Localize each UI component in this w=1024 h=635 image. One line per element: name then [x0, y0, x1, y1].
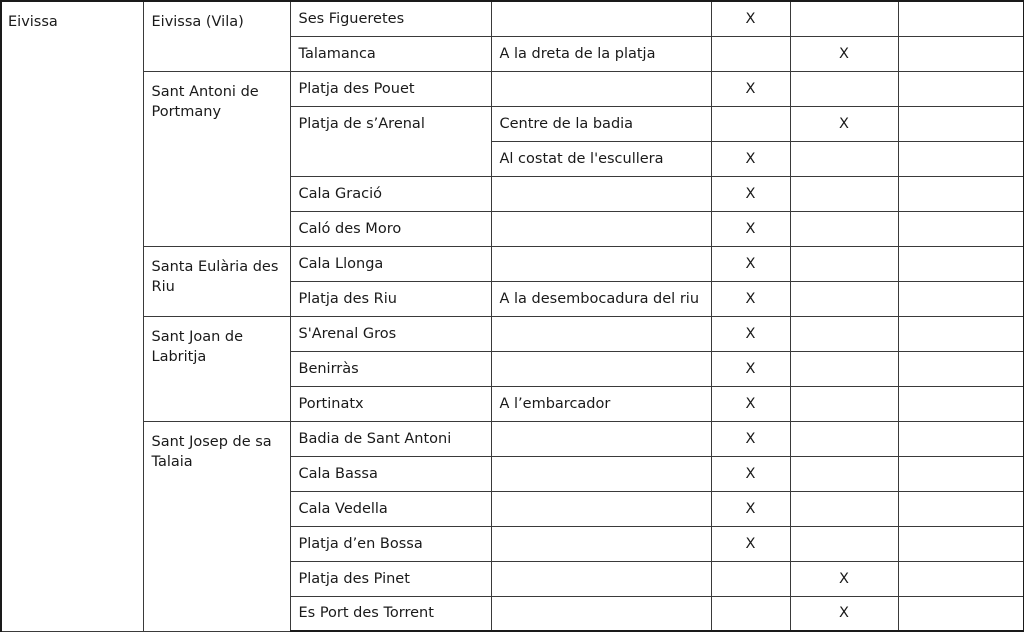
mark-cell-col-b	[790, 141, 898, 176]
beach-name-cell: Badia de Sant Antoni	[290, 421, 491, 456]
table-row	[1, 421, 1024, 456]
table-row	[1, 246, 1024, 281]
mark-cell-col-a: X	[711, 351, 790, 386]
mark-cell-col-c	[898, 351, 1024, 386]
beach-name-cell: Platja de s’Arenal	[290, 106, 491, 176]
mark-cell-col-a: X	[711, 526, 790, 561]
mark-cell-col-c	[898, 596, 1024, 631]
table-row	[1, 316, 1024, 351]
mark-cell-col-c	[898, 526, 1024, 561]
mark-cell-col-c	[898, 281, 1024, 316]
mark-cell-col-a: X	[711, 211, 790, 246]
mark-cell-col-a	[711, 106, 790, 141]
mark-cell-col-c	[898, 456, 1024, 491]
mark-cell-col-c	[898, 1, 1024, 36]
location-cell: Al costat de l'escullera	[491, 141, 711, 176]
beach-name-cell: S'Arenal Gros	[290, 316, 491, 351]
beach-name-cell: Cala Gració	[290, 176, 491, 211]
mark-cell-col-c	[898, 316, 1024, 351]
mark-cell-col-c	[898, 36, 1024, 71]
mark-cell-col-a: X	[711, 71, 790, 106]
location-cell	[491, 1, 711, 36]
mark-cell-col-a: X	[711, 141, 790, 176]
mark-cell-col-c	[898, 106, 1024, 141]
location-cell: A la desembocadura del riu	[491, 281, 711, 316]
beach-name-cell: Talamanca	[290, 36, 491, 71]
beach-table-body	[1, 1, 1024, 631]
location-cell	[491, 351, 711, 386]
location-cell	[491, 596, 711, 631]
beach-name-cell: Cala Vedella	[290, 491, 491, 526]
mark-cell-col-a: X	[711, 386, 790, 421]
beach-name-cell: Platja des Pinet	[290, 561, 491, 596]
mark-cell-col-b	[790, 491, 898, 526]
mark-cell-col-b	[790, 71, 898, 106]
location-cell	[491, 491, 711, 526]
mark-cell-col-b: X	[790, 596, 898, 631]
mark-cell-col-b	[790, 351, 898, 386]
location-cell: Centre de la badia	[491, 106, 711, 141]
mark-cell-col-a	[711, 36, 790, 71]
mark-cell-col-b: X	[790, 36, 898, 71]
table-row	[1, 71, 1024, 106]
municipality-cell: Sant Joan de Labritja	[143, 316, 290, 421]
beach-name-cell: Cala Bassa	[290, 456, 491, 491]
island-cell: Eivissa	[1, 1, 143, 631]
beach-name-cell: Platja d’en Bossa	[290, 526, 491, 561]
municipality-cell: Eivissa (Vila)	[143, 1, 290, 71]
location-cell: A l’embarcador	[491, 386, 711, 421]
location-cell	[491, 176, 711, 211]
beach-name-cell: Es Port des Torrent	[290, 596, 491, 631]
mark-cell-col-a: X	[711, 1, 790, 36]
mark-cell-col-a: X	[711, 176, 790, 211]
mark-cell-col-c	[898, 491, 1024, 526]
mark-cell-col-c	[898, 71, 1024, 106]
beach-name-cell: Platja des Pouet	[290, 71, 491, 106]
mark-cell-col-c	[898, 421, 1024, 456]
mark-cell-col-a: X	[711, 491, 790, 526]
beach-name-cell: Benirràs	[290, 351, 491, 386]
mark-cell-col-a: X	[711, 456, 790, 491]
mark-cell-col-c	[898, 561, 1024, 596]
mark-cell-col-b	[790, 456, 898, 491]
beach-name-cell: Platja des Riu	[290, 281, 491, 316]
location-cell	[491, 561, 711, 596]
location-cell	[491, 71, 711, 106]
mark-cell-col-c	[898, 211, 1024, 246]
mark-cell-col-b	[790, 1, 898, 36]
mark-cell-col-b: X	[790, 561, 898, 596]
municipality-cell: Santa Eulària des Riu	[143, 246, 290, 316]
mark-cell-col-a: X	[711, 316, 790, 351]
beach-name-cell: Ses Figueretes	[290, 1, 491, 36]
location-cell	[491, 526, 711, 561]
mark-cell-col-b	[790, 176, 898, 211]
location-cell	[491, 211, 711, 246]
mark-cell-col-c	[898, 386, 1024, 421]
location-cell	[491, 456, 711, 491]
location-cell	[491, 316, 711, 351]
mark-cell-col-b	[790, 386, 898, 421]
beach-name-cell: Caló des Moro	[290, 211, 491, 246]
mark-cell-col-a: X	[711, 246, 790, 281]
mark-cell-col-a: X	[711, 421, 790, 456]
mark-cell-col-b	[790, 246, 898, 281]
beach-name-cell: Portinatx	[290, 386, 491, 421]
location-cell	[491, 421, 711, 456]
mark-cell-col-c	[898, 141, 1024, 176]
mark-cell-col-c	[898, 176, 1024, 211]
mark-cell-col-b: X	[790, 106, 898, 141]
mark-cell-col-b	[790, 421, 898, 456]
table-row	[1, 1, 1024, 36]
location-cell: A la dreta de la platja	[491, 36, 711, 71]
mark-cell-col-a: X	[711, 281, 790, 316]
mark-cell-col-b	[790, 526, 898, 561]
municipality-cell: Sant Antoni de Portmany	[143, 71, 290, 246]
mark-cell-col-c	[898, 246, 1024, 281]
mark-cell-col-a	[711, 596, 790, 631]
mark-cell-col-b	[790, 316, 898, 351]
beach-name-cell: Cala Llonga	[290, 246, 491, 281]
mark-cell-col-b	[790, 281, 898, 316]
mark-cell-col-b	[790, 211, 898, 246]
location-cell	[491, 246, 711, 281]
mark-cell-col-a	[711, 561, 790, 596]
municipality-cell: Sant Josep de sa Talaia	[143, 421, 290, 631]
